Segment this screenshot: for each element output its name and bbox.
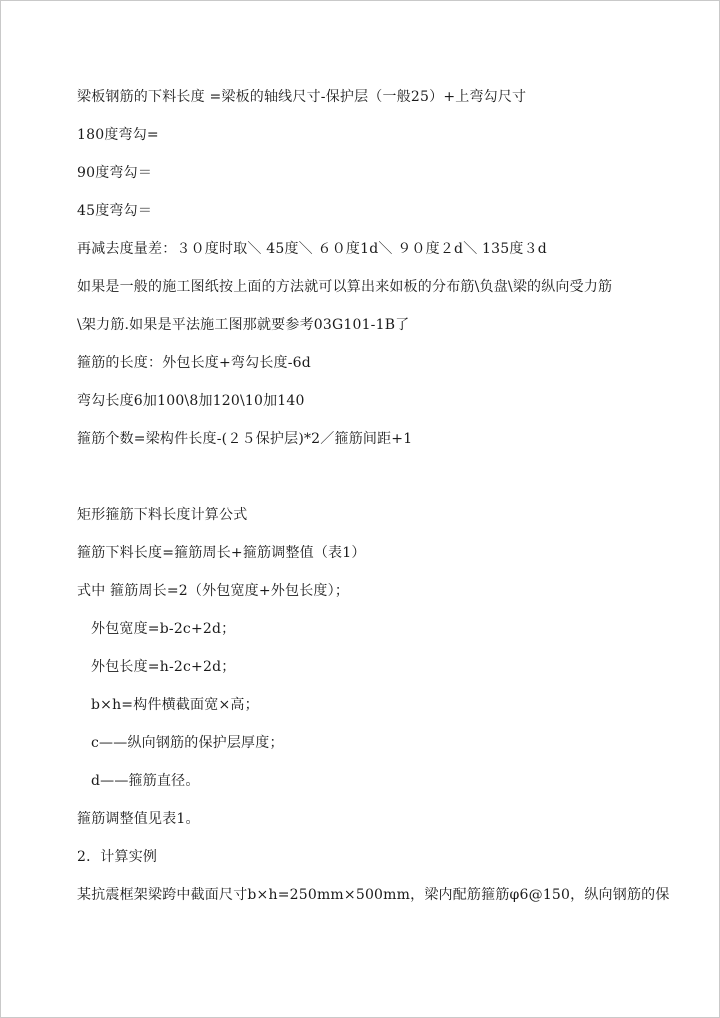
text-line-outer-length: 外包长度=h-2c+2d；: [91, 659, 236, 675]
text-line-stirrup-length: 箍筋的长度：外包长度+弯勾长度-6d: [77, 355, 311, 371]
text-line-180-hook: 180度弯勾=: [77, 127, 159, 143]
text-line-stirrup-count: 箍筋个数=梁构件长度-(２５保护层)*2／箍筋间距+1: [77, 431, 413, 447]
text-line-hook-length: 弯勾长度6加100\8加120\10加140: [77, 393, 305, 409]
text-line-stirrup-cut-length: 箍筋下料长度=箍筋周长+箍筋调整值（表1）: [77, 545, 366, 561]
text-line-stirrup-diameter: d——箍筋直径。: [91, 773, 200, 789]
text-line-outer-width: 外包宽度=b-2c+2d；: [91, 621, 236, 637]
text-line-rebar-length-formula: 梁板钢筋的下料长度 =梁板的轴线尺寸-保护层（一般25）+上弯勾尺寸: [77, 89, 527, 105]
text-line-section-dims: b×h=构件横截面宽×高；: [91, 697, 259, 713]
section-heading-rect-stirrup-formula: 矩形箍筋下料长度计算公式: [77, 507, 248, 523]
text-line-general-drawings: 如果是一般的施工图纸按上面的方法就可以算出来如板的分布筋\负盘\梁的纵向受力筋: [77, 279, 613, 295]
text-line-flat-method-reference: \架力筋.如果是平法施工图那就要参考03G101-1B了: [77, 317, 410, 333]
text-line-90-hook: 90度弯勾＝: [77, 165, 153, 181]
text-line-cover-thickness: c——纵向钢筋的保护层厚度；: [91, 735, 284, 751]
text-line-measure-difference: 再减去度量差：３０度时取＼ 45度＼ ６０度1d＼ ９０度２d＼ 135度３d: [77, 241, 547, 257]
section-heading-calculation-example: 2．计算实例: [77, 849, 158, 865]
text-line-45-hook: 45度弯勾＝: [77, 203, 153, 219]
text-line-adjustment-table: 箍筋调整值见表1。: [77, 811, 200, 827]
text-line-stirrup-perimeter: 式中 箍筋周长=2（外包宽度+外包长度）；: [77, 583, 350, 599]
text-line-example-description: 某抗震框架梁跨中截面尺寸b×h=250mm×500mm，梁内配筋箍筋φ6@150，纵向钢筋的保: [77, 887, 670, 903]
